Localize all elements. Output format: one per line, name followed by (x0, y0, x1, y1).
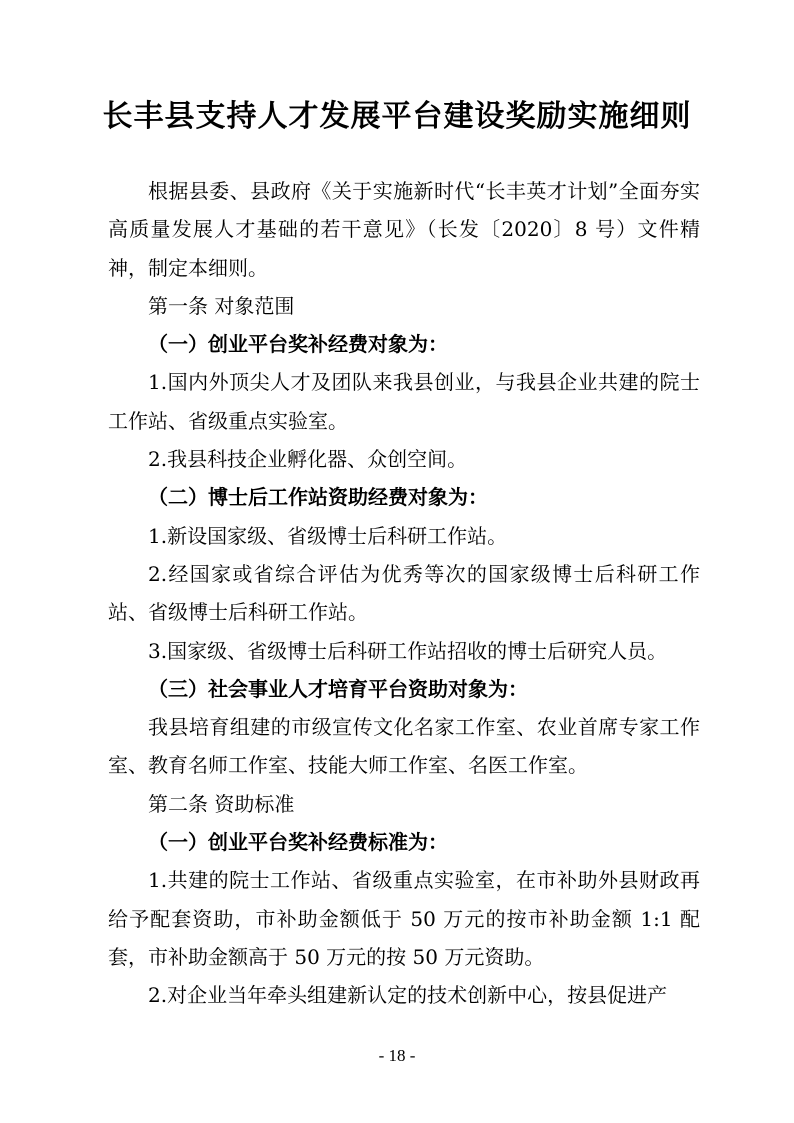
document-body (108, 172, 700, 1015)
body-paragraph: 我县培育组建的市级宣传文化名家工作室、农业首席专家工作室、教育名师工作室、技能大师工作室、名医工作室。 (108, 715, 700, 778)
list-item: 3.国家级、省级博士后科研工作站招收的博士后研究人员。 (148, 638, 668, 663)
section-heading: （一）创业平台奖补经费对象为： (148, 332, 448, 357)
list-item: 1.共建的院士工作站、省级重点实验室，在市补助外县财政再给予配套资助，市补助金额低于 50 万元的按市补助金额 1:1 配套，市补助金额高于 50 万元的按 50 万元资助。 (108, 868, 700, 969)
section-heading: （三）社会事业人才培育平台资助对象为： (148, 676, 528, 701)
list-item: 1.国内外顶尖人才及团队来我县创业，与我县企业共建的院士工作站、省级重点实验室。 (108, 370, 700, 433)
list-item: 2.我县科技企业孵化器、众创空间。 (148, 447, 468, 472)
list-item: 2.对企业当年牵头组建新认定的技术创新中心，按县促进产 (148, 983, 668, 1008)
article-heading: 第一条 对象范围 (148, 293, 295, 318)
document-title: 长丰县支持人才发展平台建设奖励实施细则 (102, 99, 692, 134)
page-number: - 18 - (378, 1046, 416, 1065)
intro-paragraph: 根据县委、县政府《关于实施新时代“长丰英才计划”全面夯实高质量发展人才基础的若干意见》（长发〔2020〕8 号）文件精神，制定本细则。 (108, 179, 700, 280)
section-heading: （二）博士后工作站资助经费对象为： (148, 485, 488, 510)
article-heading: 第二条 资助标准 (148, 791, 295, 816)
list-item: 1.新设国家级、省级博士后科研工作站。 (148, 523, 508, 548)
section-heading: （一）创业平台奖补经费标准为： (148, 830, 448, 855)
list-item: 2.经国家或省综合评估为优秀等次的国家级博士后科研工作站、省级博士后科研工作站。 (108, 561, 700, 625)
